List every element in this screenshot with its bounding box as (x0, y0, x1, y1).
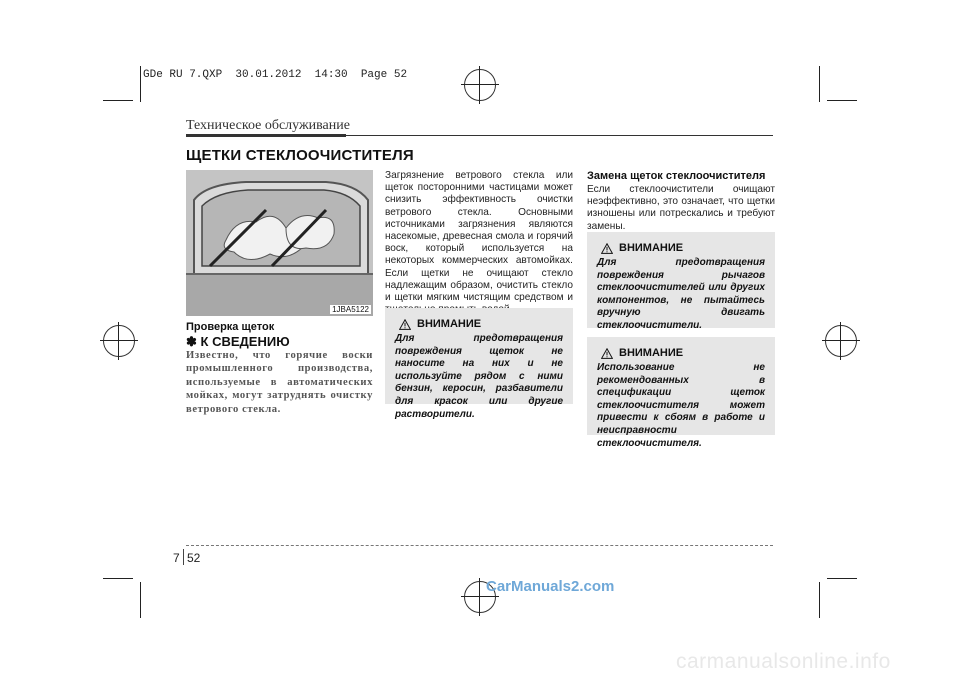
warning-box-manual-move (587, 232, 775, 331)
notice-title: К СВЕДЕНИЮ (200, 334, 290, 349)
crop-mark (827, 100, 857, 101)
section-title: ЩЕТКИ СТЕКЛООЧИСТИТЕЛЯ (186, 147, 414, 164)
notice-text: Известно, что горячие воски промышленного производства, используемые в автоматических мойках, могут затруднять очистку ветрового стекла. (186, 350, 373, 415)
warning-box-solvents (385, 308, 573, 420)
crop-mark (140, 66, 141, 102)
carmanuals-watermark: CarManuals2.com (486, 578, 615, 595)
windshield-illustration (186, 170, 373, 316)
warning-text: Для предотвращения повреждения щеток не наносите на них и не используйте рядом с ними бензин, керосин, разбавители для красок или другие растворители. (395, 333, 563, 420)
crop-mark (827, 578, 857, 579)
print-slug: GDe RU 7.QXP 30.01.2012 14:30 Page 52 (143, 69, 408, 81)
notice-symbol-icon: ✽ (186, 334, 197, 349)
registration-mark-right (822, 322, 860, 360)
warning-title: ВНИМАНИЕ (619, 242, 684, 254)
footer-rule (186, 545, 773, 546)
crop-mark (819, 66, 820, 102)
crop-mark (819, 582, 820, 618)
registration-mark-left (100, 322, 138, 360)
crop-mark (140, 582, 141, 618)
wiper-photo (186, 170, 373, 316)
crop-mark (103, 100, 133, 101)
replacement-subhead: Замена щеток стеклоочистителя (587, 170, 766, 182)
warning-triangle-icon (399, 319, 411, 330)
chapter-number: 7 (173, 551, 180, 565)
warning-text: Для предотвращения повреждения рычагов стеклоочистителей или других компонентов, не пытайтесь вручную двигать стеклоочистители. (597, 257, 765, 331)
figure-caption: 1JBA5122 (332, 305, 369, 314)
notice-heading (186, 334, 290, 350)
header-rule-accent (186, 134, 346, 137)
inspection-subhead: Проверка щеток (186, 321, 275, 333)
crop-mark (103, 578, 133, 579)
warning-title: ВНИМАНИЕ (619, 347, 684, 359)
footer-divider (183, 549, 184, 565)
registration-mark-top (461, 66, 499, 104)
replacement-paragraph: Если стеклоочистители очищают неэффективно, это означает, что щетки изношены или потрескались и требуют замены. (587, 184, 775, 232)
warning-text: Использование не рекомендованных в спецификации щеток стеклоочистителя может привести к сбоям в работе и неисправности стеклоочистителя. (597, 362, 765, 449)
warning-box-non-recommended (587, 337, 775, 449)
site-watermark: carmanualsonline.info (676, 650, 891, 673)
warning-triangle-icon (601, 243, 613, 254)
warning-triangle-icon (601, 348, 613, 359)
page-number: 52 (187, 551, 201, 565)
contamination-paragraph: Загрязнение ветрового стекла или щеток посторонними частицами может снизить эффективность очистки ветрового стекла. Основными источниками загрязнения являются насекомые, древесная смола и горячий воск, который используется на некоторых коммерческих автомойках. Если щетки не очищают стекло надлежащим образом, очистить стекло и щетки мягким чистящим средством и (385, 170, 573, 304)
warning-title: ВНИМАНИЕ (417, 318, 482, 330)
running-header: Техническое обслуживание (186, 118, 350, 133)
